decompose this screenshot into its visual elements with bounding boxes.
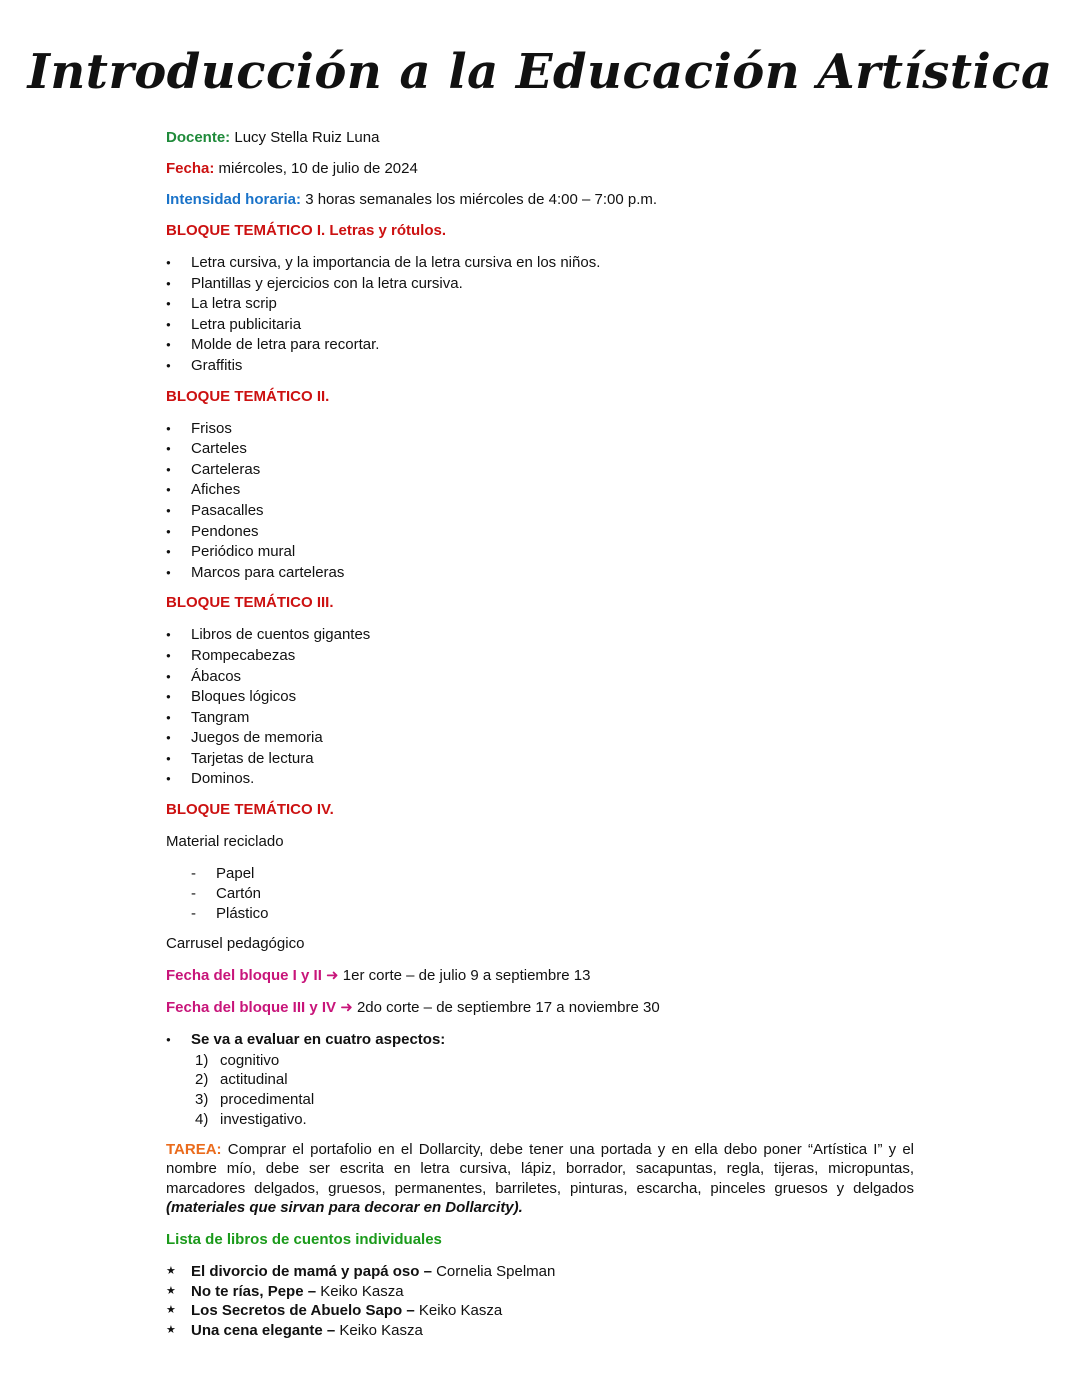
list-item: ● Ábacos (166, 667, 914, 688)
book-title: Una cena elegante – (191, 1322, 336, 1340)
docente-label: Docente: (166, 129, 231, 146)
list-item: ● Afiches (166, 480, 914, 501)
book-author: Keiko Kasza (418, 1302, 503, 1320)
fecha-bloque-text: 1er corte – de julio 9 a septiembre 13 (342, 967, 591, 985)
list-item (166, 1301, 914, 1321)
tarea-paragraph (166, 1140, 914, 1218)
item-text: actitudinal (220, 1071, 288, 1089)
list-item: ● Letra cursiva, y la importancia de la letra cursiva en los niños. (166, 253, 914, 274)
list-item: ● Libros de cuentos gigantes (166, 625, 914, 646)
list-item: ● Tangram (166, 708, 914, 729)
libros-heading (166, 1230, 914, 1250)
list-item: ● Dominos. (166, 769, 914, 790)
bloque-1-list (166, 253, 914, 377)
document-body (166, 128, 914, 1341)
libros-heading-text: Lista de libros de cuentos individuales (166, 1230, 442, 1248)
arrow-icon: ➜ (340, 999, 353, 1017)
tarea-label: TAREA: (166, 1140, 222, 1158)
evaluacion-heading: ● Se va a evaluar en cuatro aspectos: (166, 1030, 914, 1051)
list-item: ● Pasacalles (166, 501, 914, 522)
list-item: ● Rompecabezas (166, 646, 914, 667)
list-item: ● Molde de letra para recortar. (166, 335, 914, 356)
intensidad-line (166, 190, 914, 210)
list-item: ● Graffitis (166, 356, 914, 377)
list-item: ● Plantillas y ejercicios con la letra cursiva. (166, 274, 914, 295)
list-item: ● Letra publicitaria (166, 315, 914, 336)
list-item: - Plástico (191, 904, 914, 924)
book-title: No te rías, Pepe – (191, 1282, 317, 1300)
list-item: ● Juegos de memoria (166, 728, 914, 749)
list-item: ● Carteles (166, 439, 914, 460)
bloque-3-title: BLOQUE TEMÁTICO III. (166, 594, 334, 612)
fecha-line (166, 159, 914, 179)
intensidad-label: Intensidad horaria: (166, 191, 302, 208)
list-item (166, 1262, 914, 1282)
list-item (195, 1070, 914, 1090)
bloque-3-list (166, 625, 914, 790)
fecha-bloque-label: Fecha del bloque III y IV (166, 999, 337, 1017)
document-title: Introducción a la Educación Artística (27, 44, 1053, 100)
fecha-value: miércoles, 10 de julio de 2024 (218, 160, 418, 177)
list-item (166, 1282, 914, 1302)
list-item: ● Marcos para carteleras (166, 563, 914, 584)
list-item: - Cartón (191, 884, 914, 904)
bloque-2-list (166, 419, 914, 584)
bloque-1-title: BLOQUE TEMÁTICO I. Letras y rótulos. (166, 222, 447, 239)
bloque-2-title: BLOQUE TEMÁTICO II. (166, 387, 330, 405)
bloque-4-title: BLOQUE TEMÁTICO IV. (166, 801, 334, 819)
item-number: 3) (195, 1091, 209, 1109)
list-item: ● La letra scrip (166, 294, 914, 315)
evaluacion-aspects (195, 1051, 914, 1130)
item-text: procedimental (220, 1091, 315, 1109)
item-number: 4) (195, 1111, 209, 1129)
list-item: ● Pendones (166, 522, 914, 543)
fecha-bloque-label: Fecha del bloque I y II (166, 967, 322, 985)
list-item: - Papel (191, 864, 914, 884)
list-item: ● Tarjetas de lectura (166, 749, 914, 770)
book-author: Keiko Kasza (320, 1282, 404, 1300)
item-text: cognitivo (220, 1051, 280, 1069)
fecha-bloque-3-4 (166, 998, 914, 1018)
item-text: investigativo. (220, 1111, 307, 1129)
list-item: ● Periódico mural (166, 542, 914, 563)
fecha-bloque-1-2 (166, 966, 914, 986)
list-item: ● Carteleras (166, 460, 914, 481)
tarea-note: (materiales que sirvan para decorar en Dollarcity). (166, 1199, 523, 1217)
item-number: 2) (195, 1071, 209, 1089)
fecha-bloque-text: 2do corte – de septiembre 17 a noviembre 30 (356, 999, 660, 1017)
tarea-text: Comprar el portafolio en el Dollarcity, debe tener una portada y en ella debo poner “Artística I” y el nombre mío, debe ser escrita en letra cursiva, lápiz, borrador, sacapuntas, regla, tijeras, micropuntas, marcadores delgados, gruesos, permanentes, barriletes, pinturas, escarcha, pinceles gruesos y delgados (166, 1140, 914, 1197)
arrow-icon: ➜ (326, 967, 339, 985)
material-reciclado: Material reciclado (166, 833, 284, 851)
book-title: El divorcio de mamá y papá oso – (191, 1262, 432, 1280)
intensidad-value: 3 horas semanales los miércoles de 4:00 – 7:00 p.m. (305, 191, 658, 208)
list-item: ● Frisos (166, 419, 914, 440)
libros-list (166, 1262, 914, 1341)
list-item (195, 1090, 914, 1110)
fecha-label: Fecha: (166, 160, 215, 177)
book-title: Los Secretos de Abuelo Sapo – (191, 1302, 415, 1320)
evaluacion-list (166, 1030, 914, 1051)
list-item (166, 1321, 914, 1341)
book-author: Cornelia Spelman (436, 1262, 556, 1280)
list-item: ● Bloques lógicos (166, 687, 914, 708)
carrusel-pedagogico: Carrusel pedagógico (166, 935, 305, 953)
item-number: 1) (195, 1051, 209, 1069)
book-author: Keiko Kasza (339, 1322, 423, 1340)
list-item (195, 1051, 914, 1071)
bloque-4-list (191, 864, 914, 924)
list-item (195, 1110, 914, 1130)
docente-value: Lucy Stella Ruiz Luna (234, 129, 380, 146)
docente-line (166, 128, 914, 148)
